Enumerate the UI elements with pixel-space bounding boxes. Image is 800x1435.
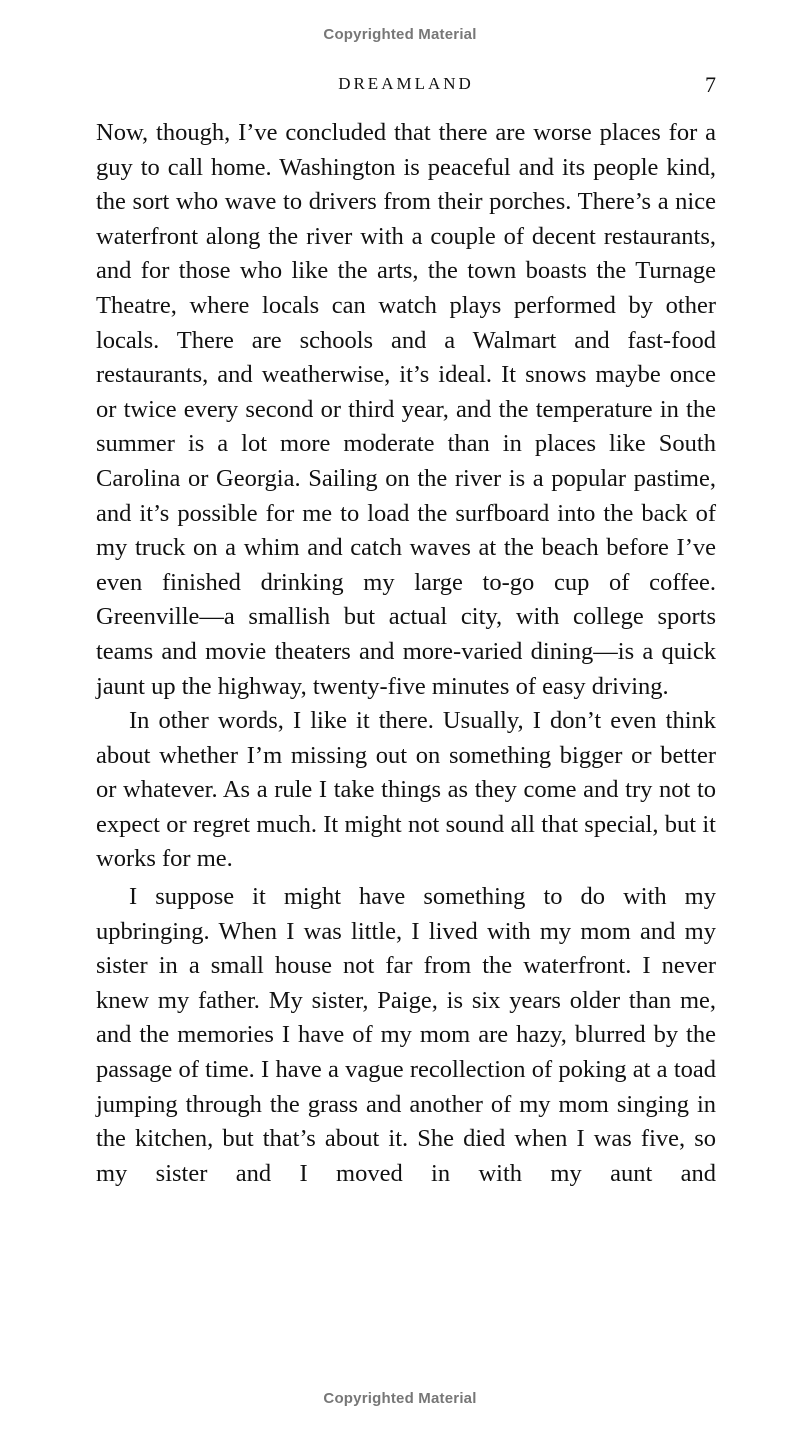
running-header <box>96 72 716 96</box>
copyright-watermark-top: Copyrighted Material <box>323 26 477 43</box>
paragraph-1: Now, though, I’ve concluded that there are worse places for a guy to call home. Washington is peaceful and its people kind, the sort who wave to drivers from their porches. There’s a nice waterfront along the river with a couple of decent restaurants, and for those who like the arts, the town boasts the Turnage Theatre, where locals can watch plays performed by other locals. There are schools and a Walmart and fast-food restaurants, and weatherwise, it’s ideal. It snows maybe once or twice every second or third year, and the temperature in the summer is a lot more moderate than in places like South Carolina or Georgia. Sailing on the river is a popular pastime, and it’s possible for me to load the surfboard into the back of my truck on a whim and catch waves at the beach before I’ve even finished drinking my large to-go cup of coffee. Greenville—a smallish but actual city, with college sports teams and movie theaters and more-varied dining—is a quick jaunt up the highway, twenty-five minutes of easy driving. <box>96 119 716 700</box>
running-title: DREAMLAND <box>338 74 474 93</box>
page-number: 7 <box>705 72 716 97</box>
paragraph-2: In other words, I like it there. Usually, I don’t even think about whether I’m missing out on something bigger or better or whatever. As a rule I take things as they come and try not to expect or regret much. It might not sound all that special, but it works for me. <box>96 707 716 873</box>
copyright-watermark-bottom: Copyrighted Material <box>323 1390 477 1407</box>
page-body-text <box>96 116 716 1191</box>
paragraph-3: I suppose it might have something to do with my upbringing. When I was little, I lived with my mom and my sister in a small house not far from the waterfront. I never knew my father. My sister, Paige, is six years older than me, and the memories I have of my mom are hazy, blurred by the passage of time. I have a vague recollection of poking at a toad jumping through the grass and another of my mom singing in the kitchen, but that’s about it. She died when I was five, so my sister and I moved in with my aunt and <box>96 883 716 1187</box>
